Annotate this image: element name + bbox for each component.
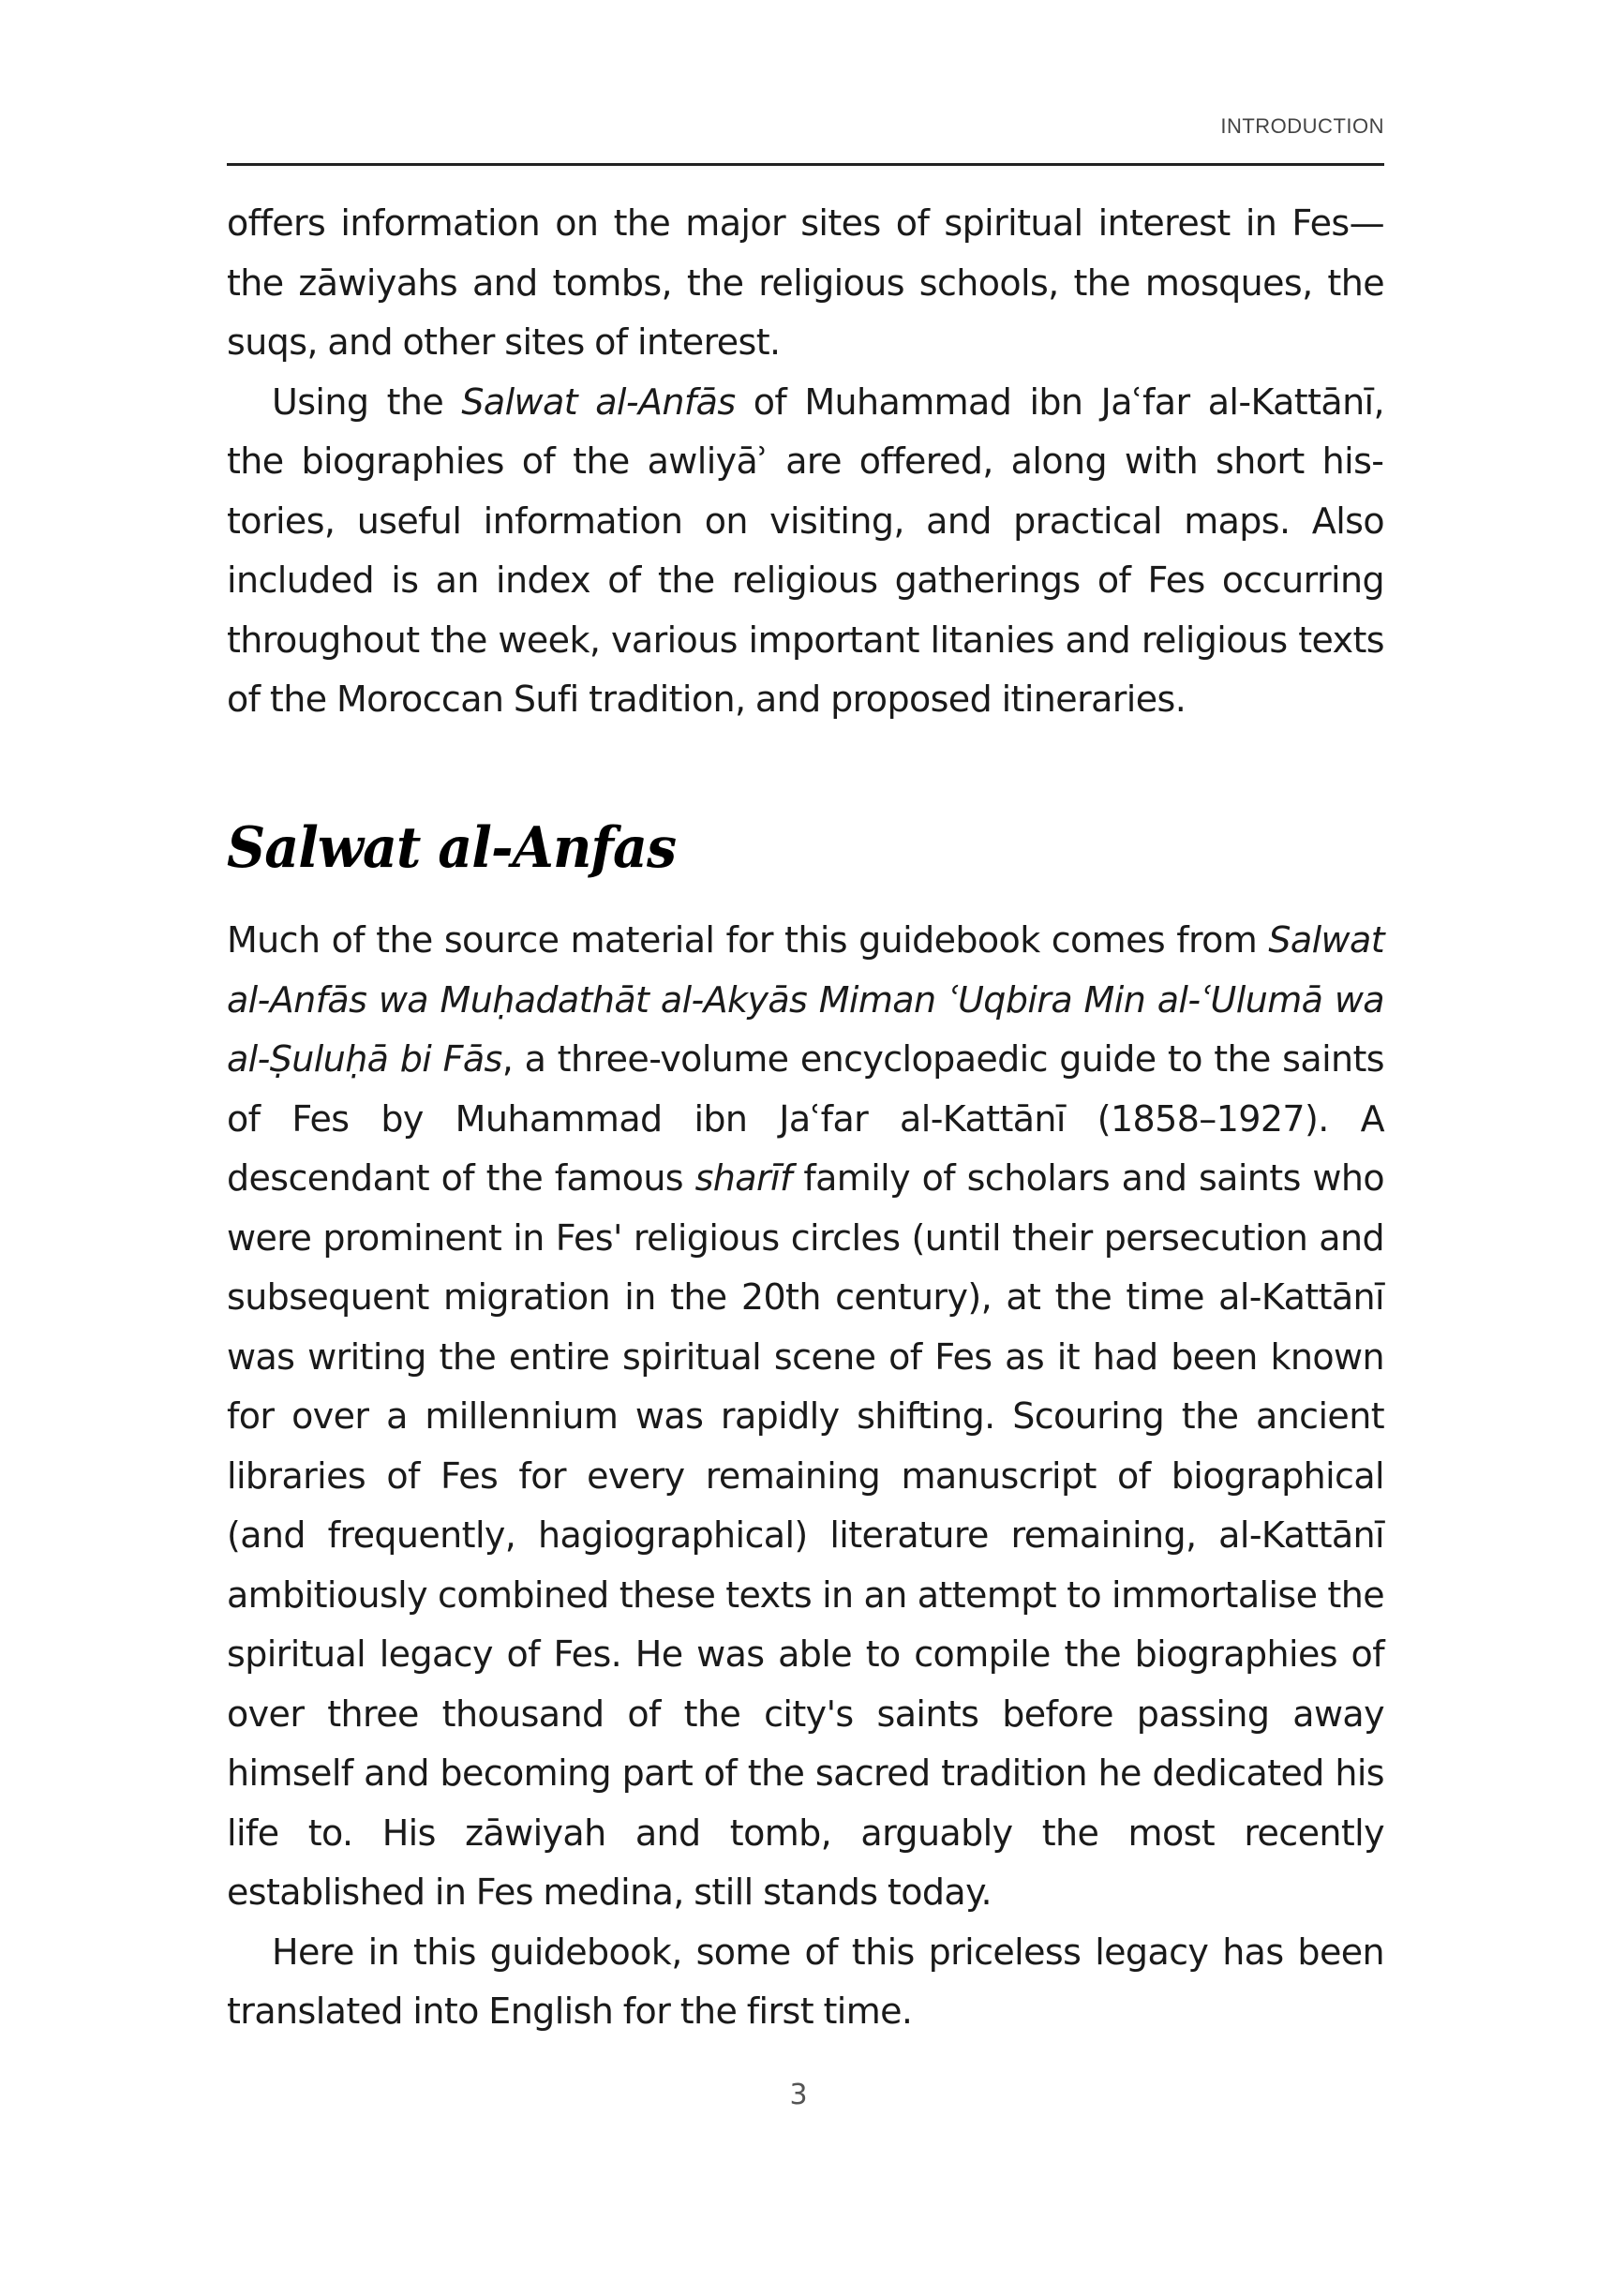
intro-paragraph-2-lead: Using the bbox=[272, 380, 462, 423]
page-number: 3 bbox=[789, 2079, 808, 2111]
intro-paragraph-2-rest: of Muhammad ibn Jaʿfar al-Kattānī, the biographies of the awliyāʾ are offered, along with short histories, useful information on visiting, and practical maps. Also included is an index of the religious gatherings of Fes occurring throughout the week, various important litanies and religious texts of the Moroccan Sufi tradition, and proposed itineraries. bbox=[227, 380, 1384, 720]
running-header: INTRODUCTION bbox=[1220, 114, 1384, 138]
section-paragraph-2: Here in this guidebook, some of this priceless legacy has been translated into English for the first time. bbox=[227, 1931, 1384, 2032]
intro-paragraph-1: offers information on the major sites of spiritual interest in Fes—the zāwiyahs and tombs, the religious schools, the mosques, the suqs, and other sites of interest. bbox=[227, 202, 1384, 363]
section-heading: Salwat al-Anfas bbox=[227, 815, 677, 881]
header-rule bbox=[227, 163, 1384, 166]
section-paragraph-1 bbox=[227, 911, 1384, 1923]
intro-paragraph-2 bbox=[227, 373, 1384, 730]
section-text-block bbox=[227, 911, 1384, 2042]
section-paragraph-1-lead: Much of the source material for this guidebook comes from bbox=[227, 919, 1269, 961]
book-title-salwat: Salwat al-Anfās bbox=[461, 380, 736, 423]
book-title-full: Salwat al-Anfās wa Muḥadathāt al-Akyās Miman ʿUqbira Min al-ʿUlumā wa al-Ṣuluḥā bi Fās bbox=[227, 919, 1384, 1080]
section-paragraph-1-middle: , a three-volume encyclopaedic guide to the saints of Fes by Muhammad ibn Jaʿfar al-Kattānī (1858–1927). A descendant of the famous bbox=[227, 1038, 1385, 1199]
intro-text-block bbox=[227, 194, 1384, 730]
term-sharif: sharīf bbox=[694, 1157, 792, 1199]
section-paragraph-1-rest: family of scholars and saints who were prominent in Fes' religious circles (until their persecution and subsequent migration in the 20th century), at the time al-Kattānī was writing the entire spiritual scene of Fes as it had been known for over a millennium was rapidly shifting. Scouring the ancient libraries of Fes for every remaining manuscript of biographical (and frequently, hagiographical) literature remaining, al-Kattānī ambitiously combined these texts in an attempt to immortalise the spiritual legacy of Fes. He was able to compile the biographies of over three thousand of the city's saints before passing away himself and becoming part of the sacred tradition he dedicated his life to. His zāwiyah and tomb, arguably the most recently established in Fes medina, still stands today. bbox=[227, 1157, 1384, 1913]
